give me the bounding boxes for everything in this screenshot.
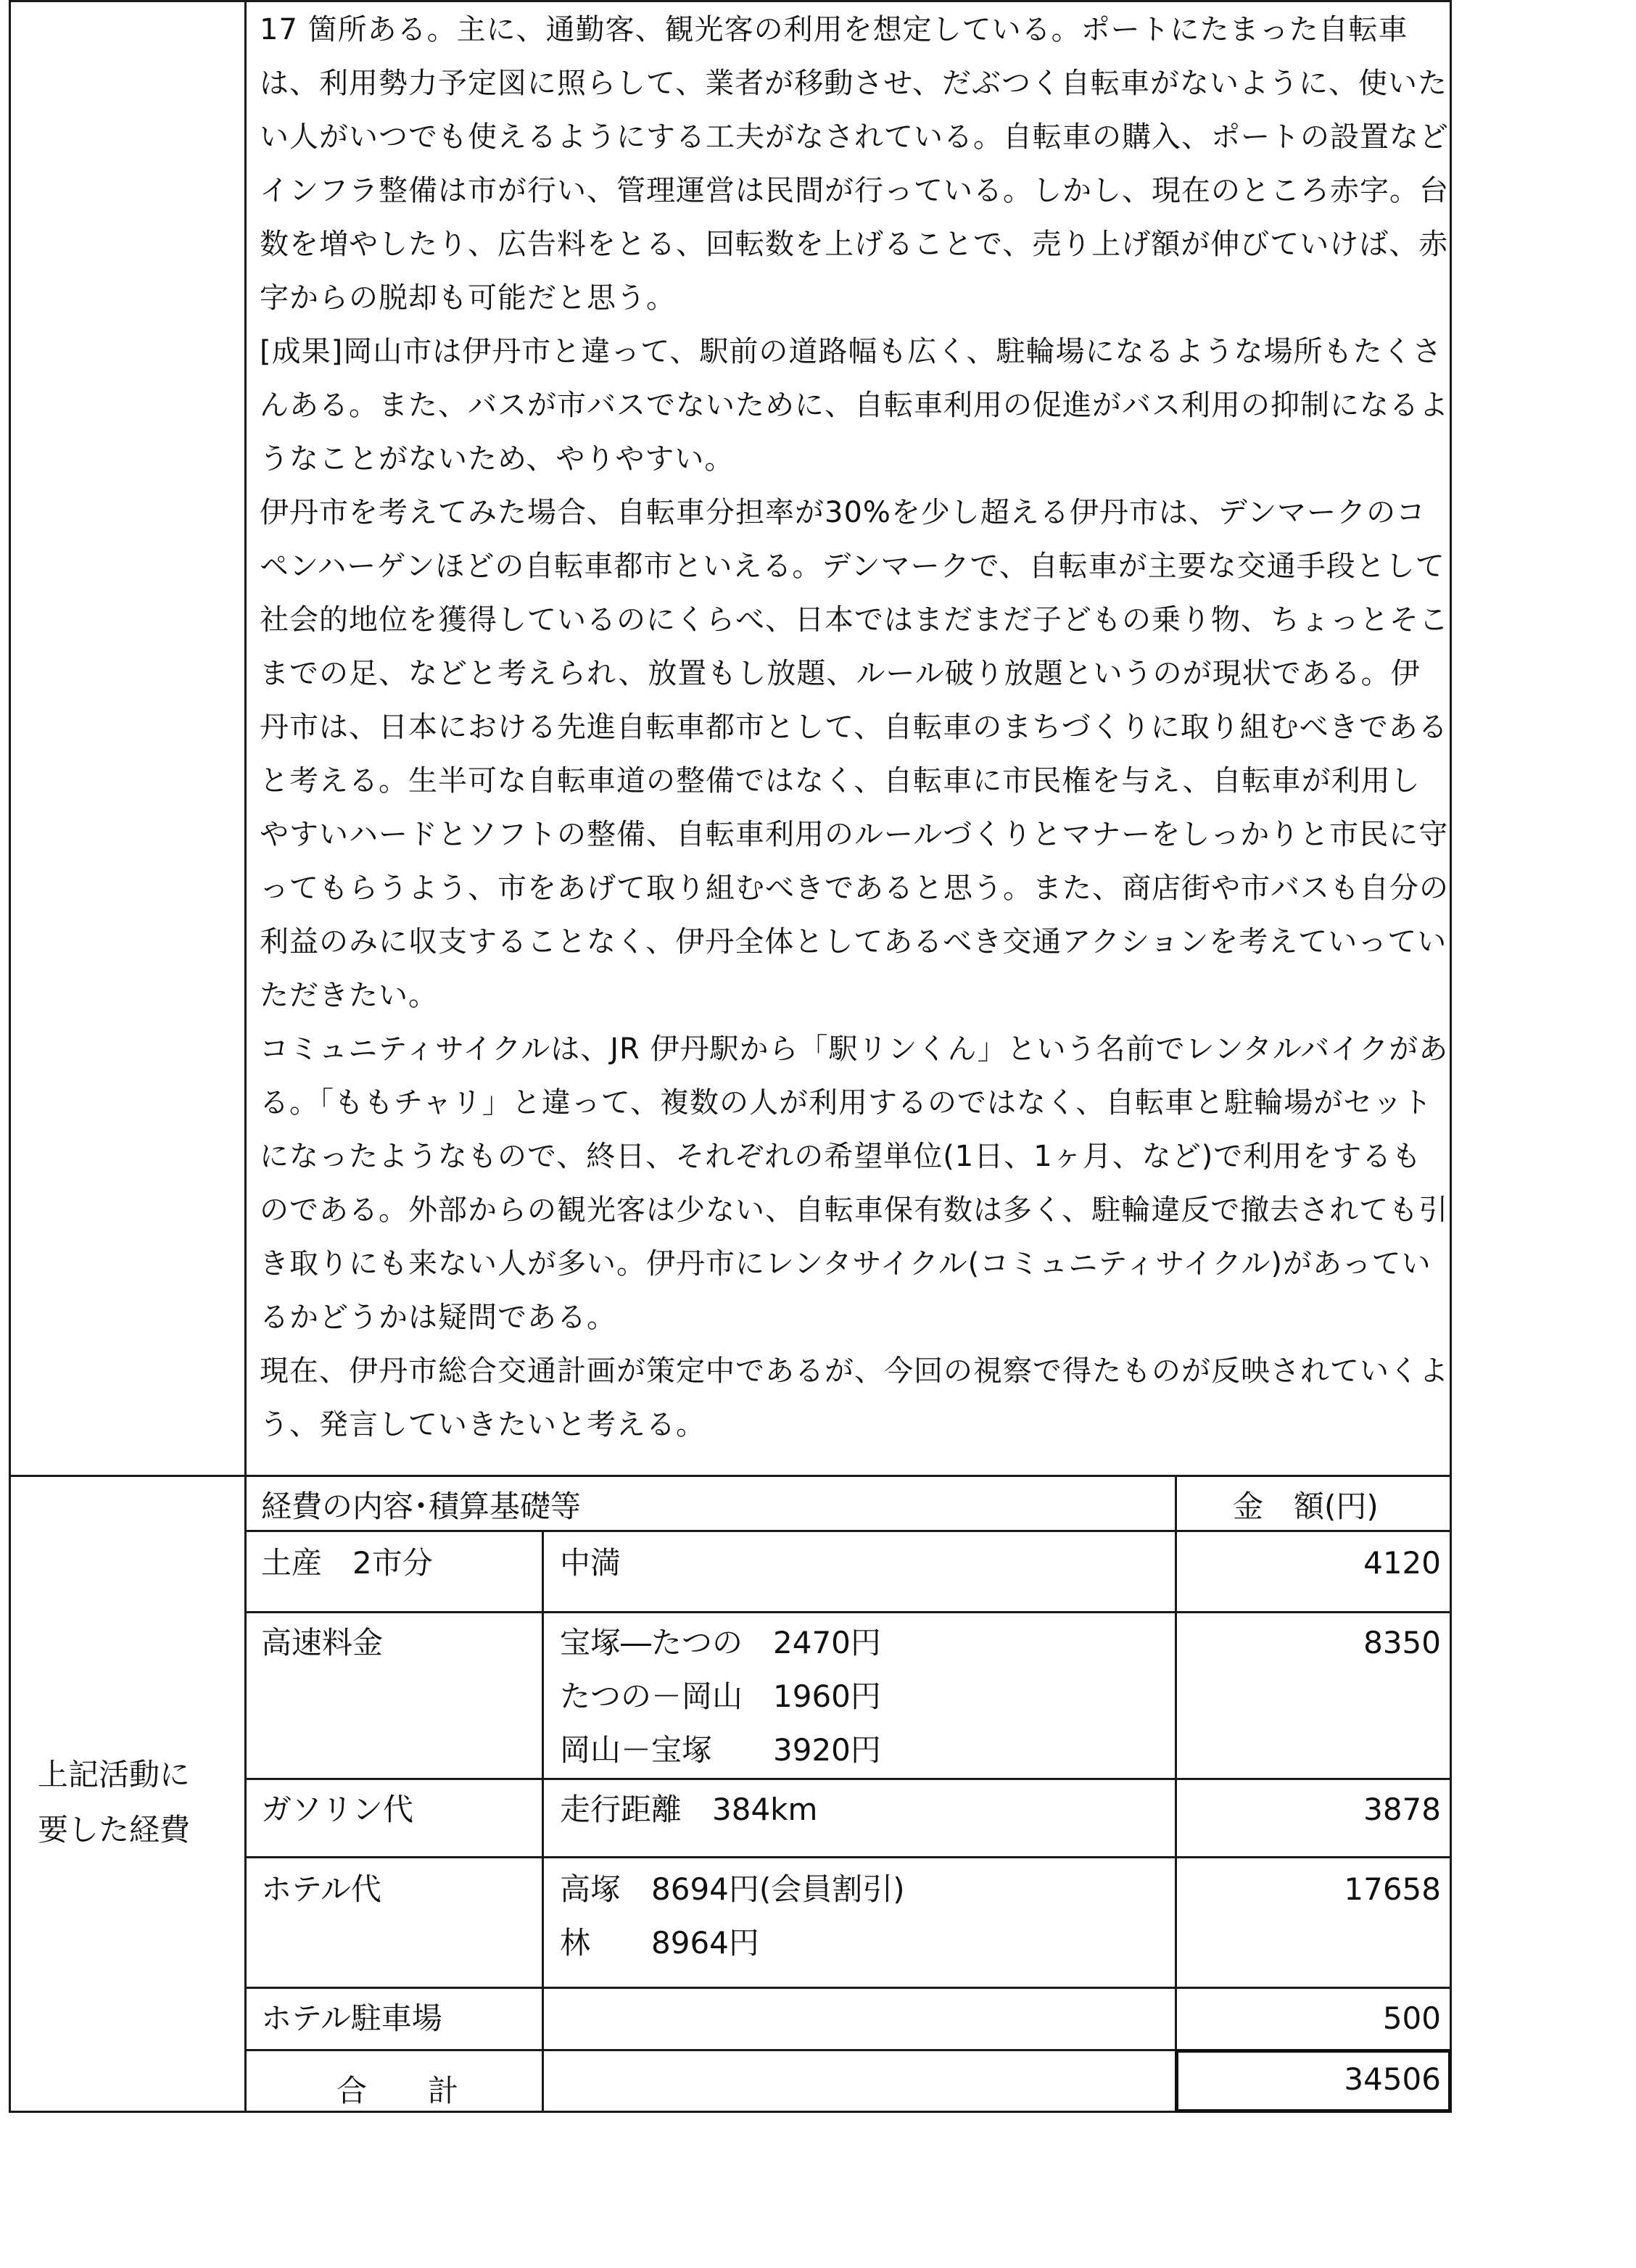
row-detail: 高塚 8694円(会員割引) — [560, 1871, 905, 1907]
row-detail: 中満 — [560, 1545, 621, 1581]
row-item-souvenirs: 土産 2市分 — [261, 1545, 433, 1581]
rule-left — [9, 0, 11, 2113]
rule-row-4 — [244, 1987, 1452, 1989]
row-item-highway-toll: 高速料金 — [261, 1625, 384, 1660]
row-detail: 走行距離 384km — [560, 1792, 818, 1827]
rule-section-divider — [9, 1475, 1452, 1477]
row-detail: 宝塚―たつの 2470円 — [560, 1625, 881, 1660]
row-item-hotel: ホテル代 — [261, 1871, 381, 1907]
document-page — [9, 0, 1452, 2113]
row-amount: 8350 — [1363, 1625, 1441, 1660]
rule-top — [9, 0, 1452, 2]
paragraph-bike-ports: 17 箇所ある。主に、通勤客、観光客の利用を想定している。ポートにたまった自転車は、利用勢力予定図に照らして、業者が移動させ、だぶつく自転車がないように、使いたい人がいつでも使えるようにする工夫がなされている。自転車の購入、ポートの設置などインフラ整備は市が行い、管理運営は民間が行っている。しかし、現在のところ赤字。台数を増やしたり、広告料をとる、回転数を上げることで、売り上げ額が伸びていけば、赤字からの脱却も可能だと思う。 — [260, 13, 1449, 315]
rule-right — [1450, 0, 1452, 2113]
row-detail: 岡山－宝塚 3920円 — [560, 1732, 881, 1768]
rule-row-3 — [244, 1856, 1452, 1858]
report-text — [260, 3, 1449, 1452]
row-amount: 4120 — [1363, 1545, 1441, 1581]
row-detail: 林 8964円 — [560, 1925, 759, 1961]
paragraph-conclusion: 現在、伊丹市総合交通計画が策定中であるが、今回の視察で得たものが反映されていくよう、発言していきたいと考える。 — [260, 1354, 1449, 1441]
row-detail: たつの－岡山 1960円 — [560, 1679, 881, 1714]
paragraph-community-cycle: コミュニティサイクルは、JR 伊丹駅から「駅リンくん」という名前でレンタルバイクがある。「ももチャリ」と違って、複数の人が利用するのではなく、自転車と駐輪場がセットになったようなもので、終日、それぞれの希望単位(1日、1ヶ月、など)で利用をするものである。外部からの観光客は少ない、自転車保有数は多く、駐輪違反で撤去されても引き取りにも来ない人が多い。伊丹市にレンタサイクル(コミュニティサイクル)があっているかどうかは疑問である。 — [260, 1032, 1449, 1334]
side-label-line-2: 要した経費 — [38, 1812, 191, 1847]
header-content: 経費の内容･積算基礎等 — [261, 1489, 582, 1524]
paragraph-results: [成果]岡山市は伊丹市と違って、駅前の道路幅も広く、駐輪場になるような場所もたくさんある。また、バスが市バスでないために、自転車利用の促進がバス利用の抑制になるようなことがないため、やりやすい。 — [260, 335, 1449, 476]
row-amount: 17658 — [1344, 1871, 1441, 1907]
total-amount: 34506 — [1344, 2061, 1441, 2097]
total-label: 合 計 — [336, 2073, 459, 2108]
rule-amount-column — [1175, 1475, 1177, 2113]
rule-row-1 — [244, 1611, 1452, 1613]
row-amount: 500 — [1382, 2000, 1441, 2036]
expenses-side-label — [38, 1747, 255, 1858]
row-item-gasoline: ガソリン代 — [261, 1792, 414, 1827]
rule-row-2 — [244, 1778, 1452, 1780]
row-amount: 3878 — [1363, 1792, 1441, 1827]
side-label-line-1: 上記活動に — [38, 1757, 191, 1792]
header-amount: 金 額(円) — [1233, 1489, 1379, 1524]
row-item-hotel-parking: ホテル駐車場 — [261, 2000, 442, 2036]
paragraph-itami-consideration: 伊丹市を考えてみた場合、自転車分担率が30%を少し超える伊丹市は、デンマークのコペンハーゲンほどの自転車都市といえる。デンマークで、自転車が主要な交通手段として社会的地位を獲得しているのにくらべ、日本ではまだまだ子どもの乗り物、ちょっとそこまでの足、などと考えられ、放置もし放題、ルール破り放題というのが現状である。伊丹市は、日本における先進自転車都市として、自転車のまちづくりに取り組むべきであると考える。生半可な自転車道の整備ではなく、自転車に市民権を与え、自転車が利用しやすいハードとソフトの整備、自転車利用のルールづくりとマナーをしっかりと市民に守ってもらうよう、市をあげて取り組むべきであると思う。また、商店街や市バスも自分の利益のみに収支することなく、伊丹全体としてあるべき交通アクションを考えていっていただきたい。 — [260, 496, 1449, 1012]
rule-detail-column — [542, 1530, 544, 2113]
